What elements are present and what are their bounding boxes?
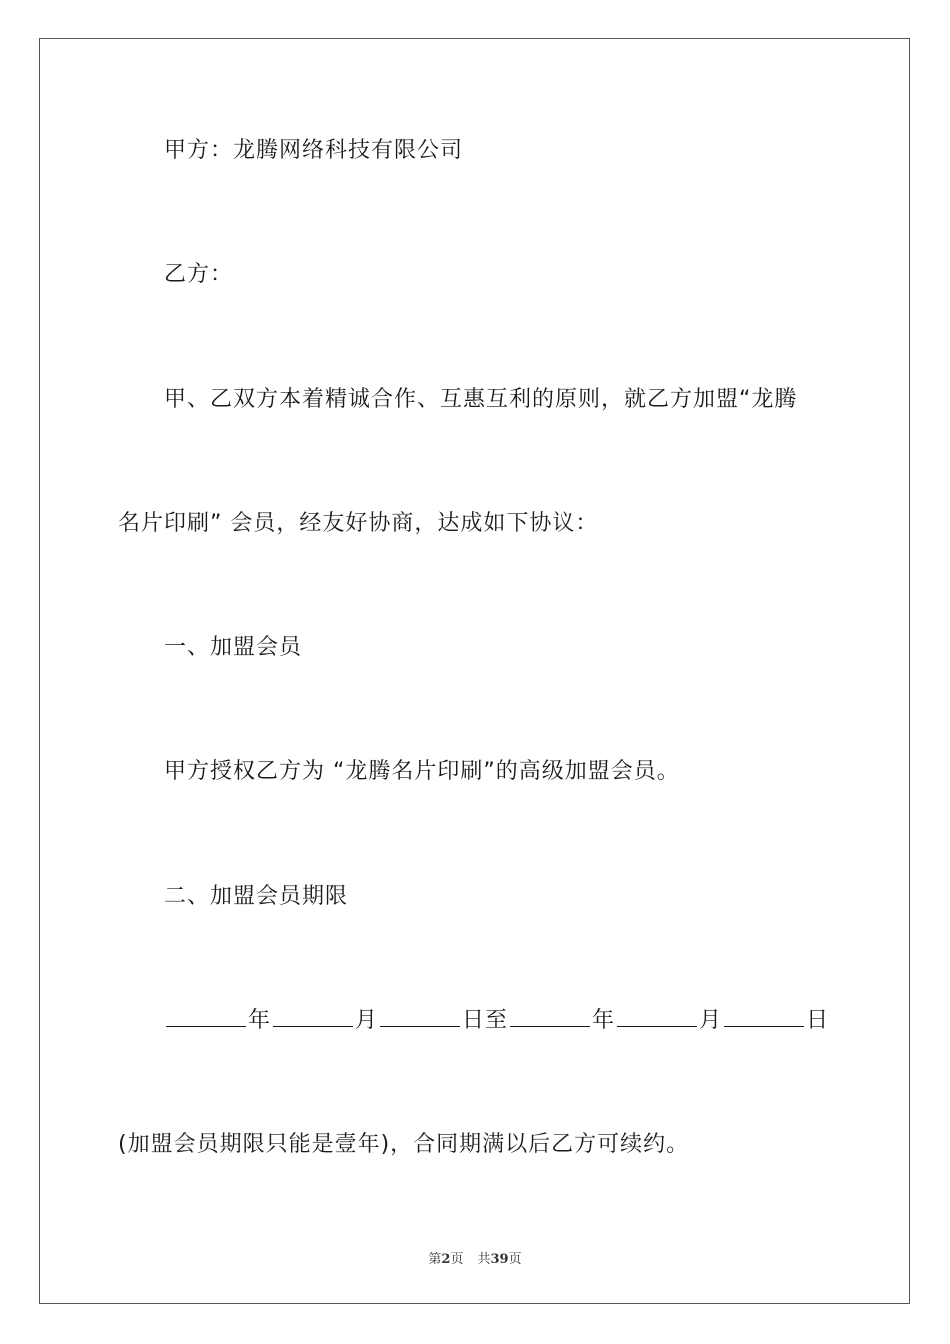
- section-1-heading: 一、加盟会员: [164, 635, 303, 660]
- footer-total-prefix: 共: [477, 1252, 491, 1267]
- party-a-line: 甲方：龙腾网络科技有限公司: [164, 138, 464, 163]
- blank-month-end[interactable]: [617, 1006, 697, 1027]
- blank-year-start[interactable]: [166, 1006, 246, 1027]
- page-footer: [0, 1248, 950, 1267]
- section-2-heading: 二、加盟会员期限: [164, 884, 349, 909]
- footer-page-suffix: 页: [450, 1252, 464, 1267]
- blank-day-end[interactable]: [724, 1006, 804, 1027]
- blank-year-end[interactable]: [510, 1006, 590, 1027]
- term-year-1: 年: [248, 1008, 272, 1033]
- term-month-2: 月: [699, 1008, 723, 1033]
- term-note-line: (加盟会员期限只能是壹年)，合同期满以后乙方可续约。: [118, 1132, 690, 1157]
- party-b-line: 乙方：: [164, 262, 234, 287]
- footer-total-pages: 39: [490, 1252, 509, 1267]
- blank-day-start[interactable]: [380, 1006, 460, 1027]
- intro-paragraph-line2: 名片印刷” 会员，经友好协商，达成如下协议：: [118, 511, 599, 536]
- page-border: [39, 38, 910, 1304]
- term-date-line: [164, 1006, 829, 1036]
- section-1-body: 甲方授权乙方为 “龙腾名片印刷”的高级加盟会员。: [164, 759, 680, 784]
- footer-total-suffix: 页: [508, 1252, 522, 1267]
- term-day-to: 日至: [462, 1008, 509, 1033]
- footer-page-number: 2: [441, 1252, 451, 1267]
- term-month-1: 月: [355, 1008, 379, 1033]
- term-day-2: 日: [806, 1008, 830, 1033]
- term-year-2: 年: [592, 1008, 616, 1033]
- intro-paragraph-line1: 甲、乙双方本着精诚合作、互惠互利的原则，就乙方加盟“龙腾: [164, 387, 798, 412]
- blank-month-start[interactable]: [273, 1006, 353, 1027]
- footer-prefix: 第: [428, 1252, 442, 1267]
